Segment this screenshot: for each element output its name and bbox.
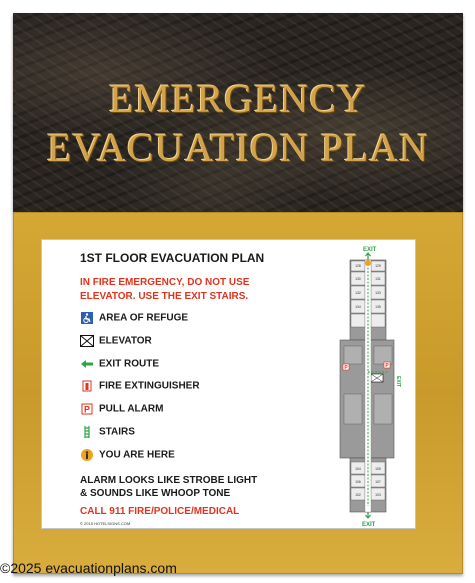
legend-item <box>80 358 159 372</box>
legend-label: STAIRS <box>99 426 135 438</box>
floor-plan <box>338 244 414 528</box>
fire-extinguisher-icon <box>80 380 94 392</box>
legend-label: YOU ARE HERE <box>99 449 175 461</box>
legend-item <box>80 403 163 417</box>
alarm-line1: ALARM LOOKS LIKE STROBE LIGHT <box>80 475 258 486</box>
exit-bottom-label: EXIT <box>362 522 376 528</box>
tiny-credit: © 2015 HOTELSIGNS.COM <box>80 521 131 526</box>
room-number: 107 <box>375 480 381 484</box>
svg-text:P: P <box>83 404 91 415</box>
room-number: 103 <box>375 493 381 497</box>
header-plate <box>13 13 463 212</box>
legend-item <box>80 380 200 394</box>
evacuation-sign <box>42 240 415 528</box>
you-are-here-marker <box>365 260 371 266</box>
exit-side-label: EXIT <box>395 376 401 388</box>
stairs-icon <box>80 426 94 438</box>
room-number: 102 <box>355 493 361 497</box>
fire-warning: IN FIRE EMERGENCY, DO NOT USE ELEVATOR. USE THE EXIT STAIRS. <box>80 277 250 302</box>
footer-copyright: ©2025 evacuationplans.com <box>0 560 177 576</box>
alarm-line2: & SOUNDS LIKE WHOOP TONE <box>80 488 231 499</box>
legend-item <box>80 449 175 463</box>
elevator-icon <box>80 335 94 347</box>
legend-label: ELEVATOR <box>99 335 152 347</box>
svg-text:P: P <box>344 365 348 371</box>
room-number: 133 <box>375 291 381 295</box>
legend-label: AREA OF REFUGE <box>99 312 189 324</box>
room-number: 130 <box>355 277 361 281</box>
header-title-line2: EVACUATION PLAN <box>46 125 430 170</box>
room-number: 104 <box>355 467 361 471</box>
sign-heading: 1ST FLOOR EVACUATION PLAN <box>80 251 265 265</box>
exit-top-arrow-icon <box>366 253 371 260</box>
you-are-here-icon <box>80 449 94 461</box>
room-number: 106 <box>355 480 361 484</box>
legend-item <box>80 426 135 440</box>
exit-top-label: EXIT <box>363 247 377 253</box>
room-number: 132 <box>355 291 361 295</box>
room-number: 128 <box>355 264 361 268</box>
legend-label: FIRE EXTINGUISHER <box>99 380 200 392</box>
pull-alarm-icon <box>80 403 94 415</box>
legend-label: EXIT ROUTE <box>99 358 160 370</box>
legend-item <box>80 312 188 326</box>
room-number: 135 <box>375 305 381 309</box>
legend-label: PULL ALARM <box>99 403 164 415</box>
room-number: 134 <box>355 305 361 309</box>
room-number: 105 <box>375 467 381 471</box>
room-number: 129 <box>375 264 381 268</box>
header-title-line1: EMERGENCY <box>109 76 367 121</box>
alarm-description <box>80 474 257 500</box>
legend-item <box>80 335 152 349</box>
room-number: 131 <box>375 277 381 281</box>
exit-arrow-icon <box>80 358 94 370</box>
wheelchair-icon <box>80 312 94 324</box>
svg-text:P: P <box>385 363 389 369</box>
emergency-call: CALL 911 FIRE/POLICE/MEDICAL <box>80 506 240 517</box>
